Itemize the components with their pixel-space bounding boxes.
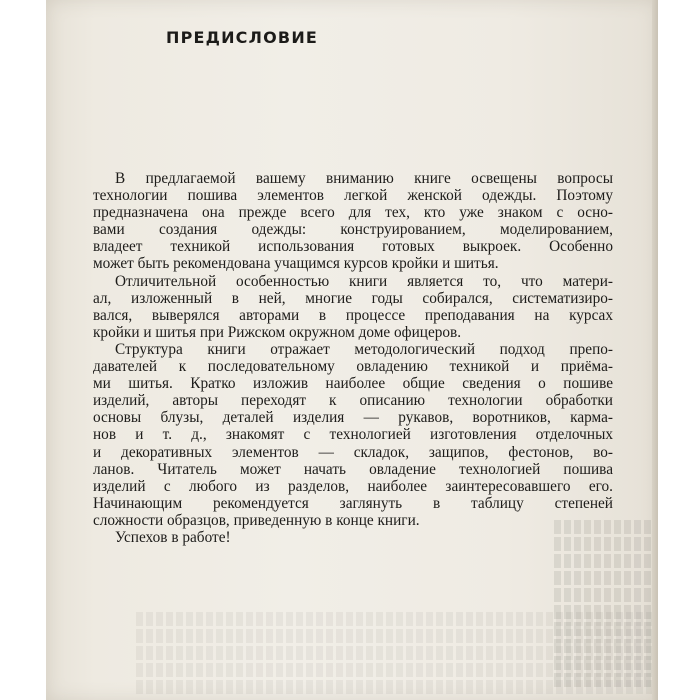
page-title: ПРЕДИСЛОВИЕ xyxy=(166,28,319,47)
text-line: ал, изложенный в ней, многие годы собирался, систематизиро- xyxy=(93,289,613,307)
text-line: ланов. Читатель может начать овладение технологией пошива xyxy=(93,460,613,478)
text-line: нов и т. д., знакомят с технологией изготовления отделочных xyxy=(93,426,613,444)
text-line: Начинающим рекомендуется заглянуть в таблицу степеней xyxy=(93,494,613,512)
closing-line: Успехов в работе! xyxy=(115,528,231,546)
text-line: предназначена она прежде всего для тех, кто уже знаком с осно- xyxy=(93,204,613,222)
text-line: давателей к последовательному овладению техникой и приёма- xyxy=(93,358,613,376)
paragraph xyxy=(93,273,613,341)
text-line: владеет техникой использования готовых выкроек. Особенно xyxy=(93,238,613,256)
text-line: основы блузы, деталей изделия — рукавов, воротников, карма- xyxy=(93,409,613,427)
text-line: В предлагаемой вашему вниманию книге освещены вопросы xyxy=(115,170,613,187)
text-line: вами создания одежды: конструированием, моделированием, xyxy=(93,221,613,239)
paragraph xyxy=(93,341,613,529)
bleed-through-heading xyxy=(406,34,658,56)
page-edge xyxy=(652,0,658,700)
text-line: технологии пошива элементов легкой женской одежды. Поэтому xyxy=(93,187,613,205)
text-line: Структура книги отражает методологический подход препо- xyxy=(115,340,613,358)
text-line: сложности образцов, приведенную в конце книги. xyxy=(93,511,420,529)
text-line: ми шитья. Кратко изложив наиболее общие сведения о пошиве xyxy=(93,375,613,393)
text-line: изделий с любого из разделов, наиболее заинтересовавшего его. xyxy=(93,477,613,495)
text-line: и декоративных элементов — складок, защипов, фестонов, во- xyxy=(93,443,613,461)
bleed-through-text-lower xyxy=(136,612,658,700)
text-line: изделий, авторы переходят к описанию технологии обработки xyxy=(93,392,613,410)
text-line: может быть рекомендована учащимся курсов кройки и шитья. xyxy=(93,255,499,273)
text-line: кройки и шитья при Рижском окружном доме офицеров. xyxy=(93,323,462,341)
paragraph xyxy=(93,170,613,273)
paragraph xyxy=(93,529,613,546)
body-text xyxy=(93,170,613,546)
text-line: Отличительной особенностью книги является то, что матери- xyxy=(115,272,613,290)
text-line: вался, выверялся авторами в процессе преподавания на курсах xyxy=(93,306,613,324)
